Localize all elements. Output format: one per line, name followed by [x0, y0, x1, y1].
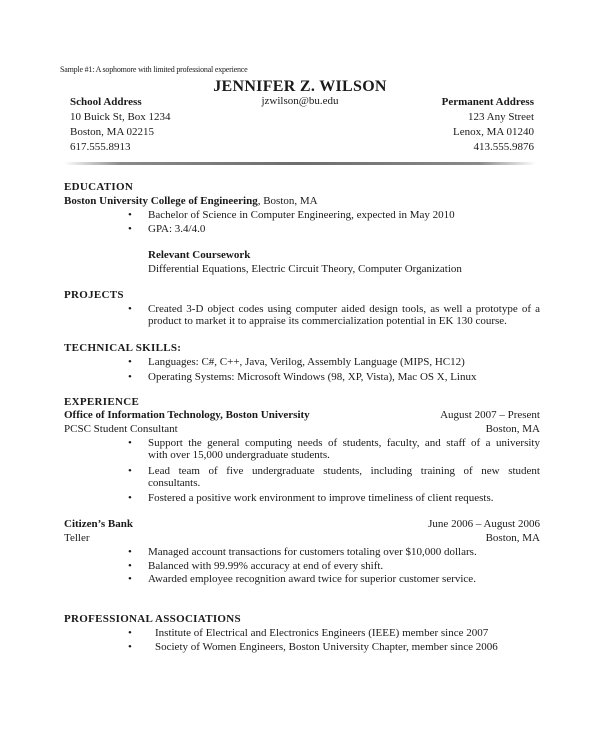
school-address-line2: Boston, MA 02215	[70, 126, 155, 138]
job-bullet-text: Fostered a positive work environment to improve timeliness of client requests.	[148, 492, 494, 504]
header-divider	[64, 162, 536, 165]
job-dates: August 2007 – Present	[440, 409, 540, 421]
job-location: Boston, MA	[485, 423, 540, 435]
job-location: Boston, MA	[485, 532, 540, 544]
job-org: Citizen’s Bank	[64, 518, 133, 530]
job-bullet-text: Balanced with 99.99% accuracy at end of every shift.	[148, 560, 384, 572]
projects-line1: Created 3-D object codes using computer aided design tools, as well a prototype of a	[148, 303, 540, 315]
association-text: Society of Women Engineers, Boston University Chapter, member since 2006	[155, 641, 498, 653]
coursework-heading: Relevant Coursework	[148, 249, 251, 261]
job-bullet-line: consultants.	[148, 477, 201, 489]
job-bullet-text	[148, 465, 540, 489]
school-address-line1: 10 Buick St, Box 1234	[70, 111, 171, 123]
education-school	[64, 195, 318, 207]
applicant-name: JENNIFER Z. WILSON	[213, 78, 387, 95]
bullet-icon: •	[128, 546, 132, 558]
job-bullet-line: Support the general computing needs of students, faculty, and staff of a university	[148, 437, 540, 449]
coursework-list: Differential Equations, Electric Circuit Theory, Computer Organization	[148, 263, 462, 275]
job-bullet-line: with over 15,000 undergraduate students.	[148, 449, 330, 461]
projects-heading: PROJECTS	[64, 289, 124, 301]
experience-heading: EXPERIENCE	[64, 396, 140, 408]
permanent-address	[442, 95, 534, 155]
bullet-icon: •	[128, 492, 132, 504]
sample-note: Sample #1: A sophomore with limited professional experience	[60, 65, 248, 74]
permanent-address-line2: Lenox, MA 01240	[453, 126, 534, 138]
technical-skills-heading: TECHNICAL SKILLS:	[64, 342, 182, 354]
job-dates: June 2006 – August 2006	[428, 518, 540, 530]
bullet-icon: •	[128, 627, 132, 639]
job-title: Teller	[64, 532, 90, 544]
school-name: Boston University College of Engineering	[64, 195, 258, 207]
bullet-icon: •	[128, 465, 132, 477]
bullet-icon: •	[128, 437, 132, 449]
bullet-icon: •	[128, 356, 132, 368]
bullet-icon: •	[128, 209, 132, 221]
bullet-icon: •	[128, 303, 132, 315]
job-org: Office of Information Technology, Boston University	[64, 409, 310, 421]
languages-text: Languages: C#, C++, Java, Verilog, Assembly Language (MIPS, HC12)	[148, 356, 465, 368]
job-bullet-text	[148, 437, 540, 461]
professional-associations-heading: PROFESSIONAL ASSOCIATIONS	[64, 613, 241, 625]
school-phone: 617.555.8913	[70, 141, 131, 153]
bullet-icon: •	[128, 371, 132, 383]
permanent-phone: 413.555.9876	[473, 141, 534, 153]
bullet-icon: •	[128, 560, 132, 572]
permanent-address-line1: 123 Any Street	[468, 111, 534, 123]
school-location: , Boston, MA	[257, 195, 318, 207]
projects-text	[148, 303, 540, 327]
job-bullet-text: Awarded employee recognition award twice for superior customer service.	[148, 573, 476, 585]
education-heading: EDUCATION	[64, 181, 134, 193]
gpa-text: GPA: 3.4/4.0	[148, 223, 206, 235]
permanent-address-heading: Permanent Address	[441, 96, 534, 108]
bullet-icon: •	[128, 573, 132, 585]
job-bullet-text: Managed account transactions for customers totaling over $10,000 dollars.	[148, 546, 477, 558]
job-title: PCSC Student Consultant	[64, 423, 178, 435]
association-text: Institute of Electrical and Electronics Engineers (IEEE) member since 2007	[155, 627, 489, 639]
job-bullet-line: Lead team of five undergraduate students, including training of new student	[148, 465, 540, 477]
os-text: Operating Systems: Microsoft Windows (98, XP, Vista), Mac OS X, Linux	[148, 371, 477, 383]
degree-text: Bachelor of Science in Computer Engineering, expected in May 2010	[148, 209, 455, 221]
bullet-icon: •	[128, 641, 132, 653]
projects-line2: product to market it to appraise its commercialization potential in EK 130 course.	[148, 315, 507, 327]
school-address-heading: School Address	[70, 96, 142, 108]
bullet-icon: •	[128, 223, 132, 235]
email-address: jzwilson@bu.edu	[261, 95, 339, 107]
